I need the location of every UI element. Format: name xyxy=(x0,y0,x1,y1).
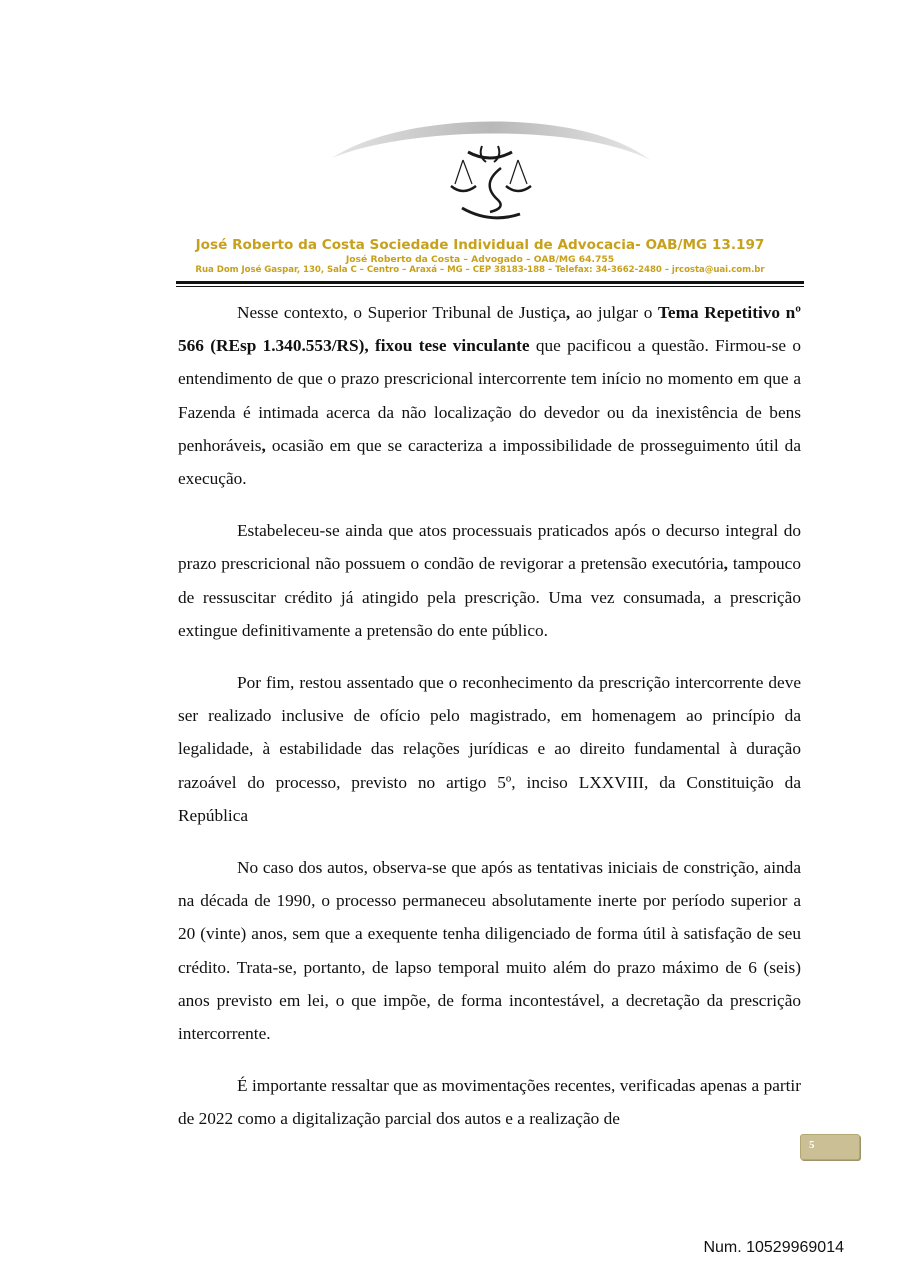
scales-of-justice-icon xyxy=(330,112,652,224)
address-line: Rua Dom José Gaspar, 130, Sala C – Centro – Araxá – MG – CEP 38183-188 – Telefax: 34-3662-2480 – jrcosta@uai.com.br xyxy=(195,265,765,275)
p1-c: ao julgar o xyxy=(570,303,658,322)
paragraph-3: Por fim, restou assentado que o reconhecimento da prescrição intercorrente deve ser realizado inclusive de ofício pelo magistrado, em homenagem ao princípio da legalidade, à estabilidade das relações jurídicas e ao direito fundamental à duração razoável do processo, previsto no artigo 5º, inciso LXXVIII, da Constituição da República xyxy=(178,673,801,825)
p2-b: , xyxy=(723,554,728,574)
p1-b: , xyxy=(565,303,571,322)
p1-d: Tema Repetitivo nº 566 (REsp 1.340.553/RS), fixou tese vinculante xyxy=(178,303,801,356)
p1-e: que pacificou a questão. Firmou-se o entendimento de que o prazo prescricional intercorrente tem início no momento em que a Fazenda é intimada acerca da não localização do devedor ou da inexistência de bens penhoráveis xyxy=(178,336,802,455)
lawyer-line: José Roberto da Costa – Advogado – OAB/MG 64.755 xyxy=(345,254,615,265)
header-divider-thin xyxy=(176,286,804,287)
paragraph-1 xyxy=(178,296,801,495)
document-number: Num. 10529969014 xyxy=(703,1239,844,1256)
p1-f: , xyxy=(261,435,266,455)
p1-a: Nesse contexto, o Superior Tribunal de Justiça xyxy=(237,303,566,322)
p2-a: Estabeleceu-se ainda que atos processuais praticados após o decurso integral do prazo prescricional não possuem o condão de revigorar a pretensão executória xyxy=(178,521,801,574)
p2-c: tampouco de ressuscitar crédito já atingido pela prescrição. Uma vez consumada, a prescrição extingue definitivamente a pretensão do ente público. xyxy=(178,554,801,640)
firm-name: José Roberto da Costa Sociedade Individual de Advocacia- OAB/MG 13.197 xyxy=(195,237,765,253)
page-number-badge xyxy=(800,1134,860,1160)
paragraph-2 xyxy=(178,514,801,647)
paragraph-4: No caso dos autos, observa-se que após as tentativas iniciais de constrição, ainda na década de 1990, o processo permaneceu absolutamente inerte por período superior a 20 (vinte) anos, sem que a exequente tenha diligenciado de forma útil à satisfação de seu crédito. Trata-se, portanto, de lapso temporal muito além do prazo máximo de 6 (seis) anos previsto em lei, o que impõe, de forma incontestável, a decretação da prescrição intercorrente. xyxy=(178,858,801,1044)
page-number: 5 xyxy=(809,1139,815,1151)
document-body xyxy=(178,296,801,1155)
letterhead xyxy=(150,236,810,276)
paragraph-5: É importante ressaltar que as movimentações recentes, verificadas apenas a partir de 2022 como a digitalização parcial dos autos e a realização de xyxy=(178,1076,801,1129)
header-divider xyxy=(176,281,804,284)
p1-g: ocasião em que se caracteriza a impossibilidade de prosseguimento útil da execução. xyxy=(178,435,801,489)
